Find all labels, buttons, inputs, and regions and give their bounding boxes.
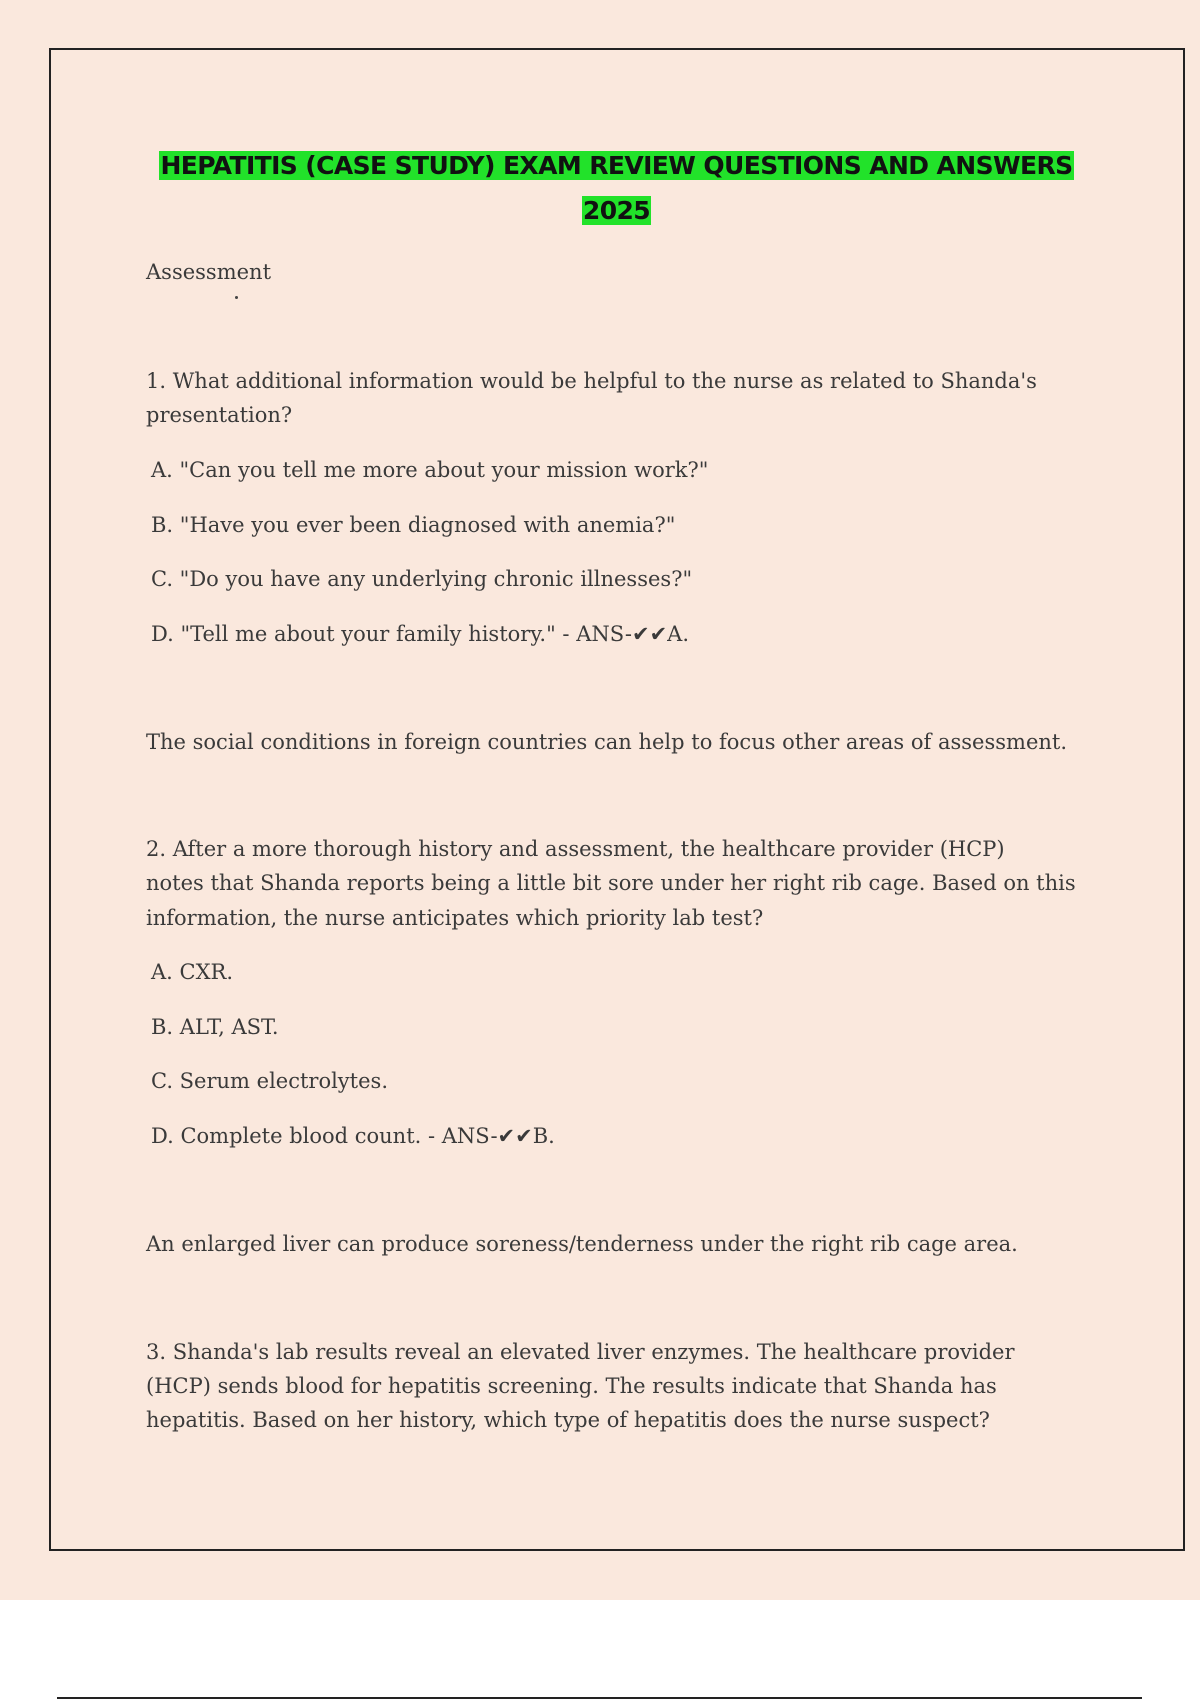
- question-2-option-b: B. ALT, AST.: [151, 1015, 279, 1039]
- footer-rule: [57, 1697, 1142, 1699]
- question-2-option-d-answer: D. Complete blood count. - ANS-✔✔B.: [151, 1124, 555, 1148]
- question-1-option-a: A. "Can you tell me more about your mission work?": [151, 458, 709, 482]
- question-2-stem-line-1: 2. After a more thorough history and assessment, the healthcare provider (HCP): [146, 837, 1005, 861]
- question-1-rationale: The social conditions in foreign countries can help to focus other areas of assessment.: [146, 730, 1068, 754]
- question-2-option-a: A. CXR.: [151, 960, 234, 984]
- question-2-option-c: C. Serum electrolytes.: [151, 1069, 388, 1093]
- question-1-option-b: B. "Have you ever been diagnosed with anemia?": [151, 513, 676, 537]
- section-heading: Assessment: [146, 260, 272, 284]
- question-1-option-d-answer: D. "Tell me about your family history." - ANS-✔✔A.: [151, 622, 690, 646]
- question-1-stem-line-2: presentation?: [146, 403, 293, 427]
- question-2-stem-line-2: notes that Shanda reports being a little bit sore under her right rib cage. Based on this: [146, 871, 1076, 895]
- question-2-stem-line-3: information, the nurse anticipates which priority lab test?: [146, 906, 764, 930]
- question-1-stem-line-1: 1. What additional information would be helpful to the nurse as related to Shanda's: [146, 369, 1037, 393]
- question-3-stem-line-3: hepatitis. Based on her history, which type of hepatitis does the nurse suspect?: [146, 1408, 990, 1432]
- question-2-rationale: An enlarged liver can produce soreness/tenderness under the right rib cage area.: [146, 1232, 1018, 1256]
- question-3-stem-line-1: 3. Shanda's lab results reveal an elevated liver enzymes. The healthcare provider: [146, 1340, 1015, 1364]
- title-line-2: 2025: [582, 196, 651, 225]
- question-3-stem-line-2: (HCP) sends blood for hepatitis screening. The results indicate that Shanda has: [146, 1374, 997, 1398]
- question-1-option-c: C. "Do you have any underlying chronic illnesses?": [151, 567, 693, 591]
- document-title: [150, 143, 1083, 233]
- title-line-1: HEPATITIS (CASE STUDY) EXAM REVIEW QUESTIONS AND ANSWERS: [160, 151, 1073, 180]
- stray-dot: [235, 296, 238, 299]
